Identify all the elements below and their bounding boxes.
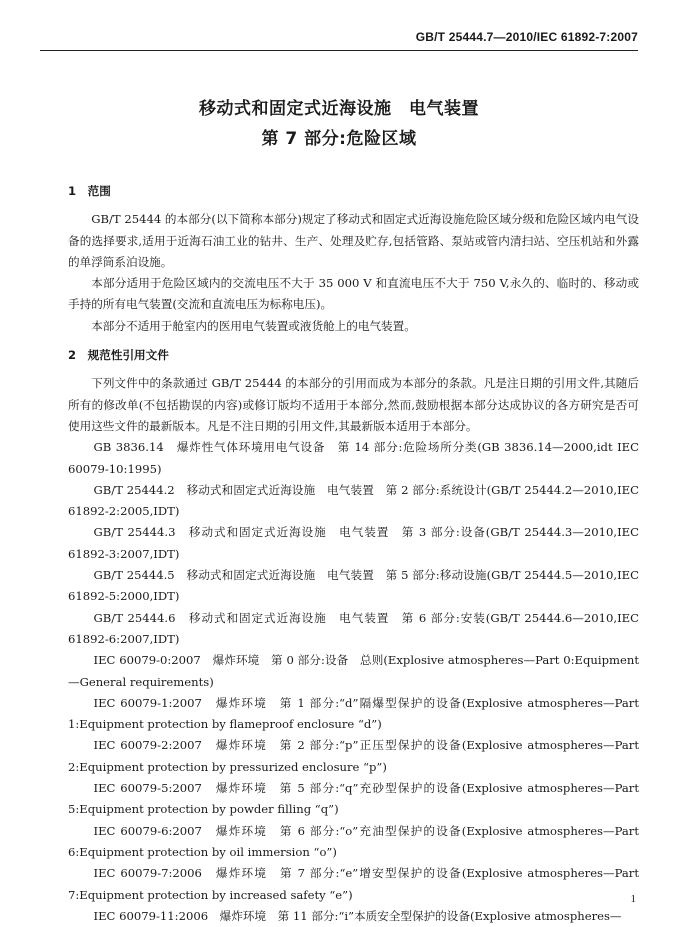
header-divider: [40, 50, 638, 51]
standard-code-header: GB/T 25444.7—2010/IEC 61892-7:2007: [415, 30, 638, 44]
references-intro: 下列文件中的条款通过 GB/T 25444 的本部分的引用而成为本部分的条款。凡是注日期的引用文件,其随后所有的修改单(不包括勘误的内容)或修订版均不适用于本部分,然而,鼓励根据本部分达成协议的各方研究是否可使用这些文件的最新版本。凡是不注日期的引用文件,其最新版本适用于本部分。: [68, 376, 639, 433]
document-subtitle: 第 7 部分:危险区域: [261, 129, 417, 149]
section-1-heading: 1 范围: [68, 184, 111, 198]
reference-item: IEC 60079-6:2007 爆炸环境 第 6 部分:“o”充油型保护的设备(Explosive atmospheres—Part 6:Equipment protection by oil immersion “o”): [68, 823, 639, 859]
reference-item: IEC 60079-5:2007 爆炸环境 第 5 部分:“q”充砂型保护的设备(Explosive atmospheres—Part 5:Equipment protection by powder filling “q”): [68, 781, 639, 817]
reference-item: IEC 60079-2:2007 爆炸环境 第 2 部分:“p”正压型保护的设备(Explosive atmospheres—Part 2:Equipment protection by pressurized enclosure “p”): [68, 738, 639, 774]
section-2-heading: 2 规范性引用文件: [68, 348, 169, 363]
reference-item: IEC 60079-7:2006 爆炸环境 第 7 部分:“e”增安型保护的设备(Explosive atmospheres—Part 7:Equipment protection by increased safety “e”): [68, 866, 639, 902]
scope-paragraph: 本部分适用于危险区域内的交流电压不大于 35 000 V 和直流电压不大于 750 V,永久的、临时的、移动或手持的所有电气装置(交流和直流电压为标称电压)。: [68, 276, 639, 312]
scope-paragraph: GB/T 25444 的本部分(以下简称本部分)规定了移动式和固定式近海设施危险区域分级和危险区域内电气设备的选择要求,适用于近海石油工业的钻井、生产、处理及贮存,包括管路、泵站或管内清扫站、空压机站和外露的单浮筒系泊设施。: [68, 212, 639, 269]
document-title: 移动式和固定式近海设施 电气装置: [199, 99, 479, 119]
scope-paragraph: 本部分不适用于舱室内的医用电气装置或液货舱上的电气装置。: [91, 318, 416, 333]
reference-item: GB/T 25444.6 移动式和固定式近海设施 电气装置 第 6 部分:安装(GB/T 25444.6—2010,IEC 61892-6:2007,IDT): [68, 610, 639, 646]
reference-item: GB 3836.14 爆炸性气体环境用电气设备 第 14 部分:危险场所分类(GB 3836.14—2000,idt IEC 60079-10:1995): [68, 440, 639, 476]
reference-item: GB/T 25444.2 移动式和固定式近海设施 电气装置 第 2 部分:系统设计(GB/T 25444.2—2010,IEC 61892-2:2005,IDT): [68, 482, 639, 519]
reference-item: IEC 60079-11:2006 爆炸环境 第 11 部分:“i”本质安全型保护的设备(Explosive atmospheres—: [93, 908, 622, 923]
document-body: [68, 181, 639, 927]
reference-item: IEC 60079-1:2007 爆炸环境 第 1 部分:“d”隔爆型保护的设备(Explosive atmospheres—Part 1:Equipment protection by flameproof enclosure “d”): [68, 695, 639, 732]
page-number: 1: [630, 893, 636, 905]
reference-item: GB/T 25444.3 移动式和固定式近海设施 电气装置 第 3 部分:设备(GB/T 25444.3—2010,IEC 61892-3:2007,IDT): [68, 525, 639, 561]
reference-item: GB/T 25444.5 移动式和固定式近海设施 电气装置 第 5 部分:移动设施(GB/T 25444.5—2010,IEC 61892-5:2000,IDT): [68, 568, 639, 604]
reference-item: IEC 60079-0:2007 爆炸环境 第 0 部分:设备 总则(Explosive atmospheres—Part 0:Equipment—General requirements): [68, 653, 639, 689]
